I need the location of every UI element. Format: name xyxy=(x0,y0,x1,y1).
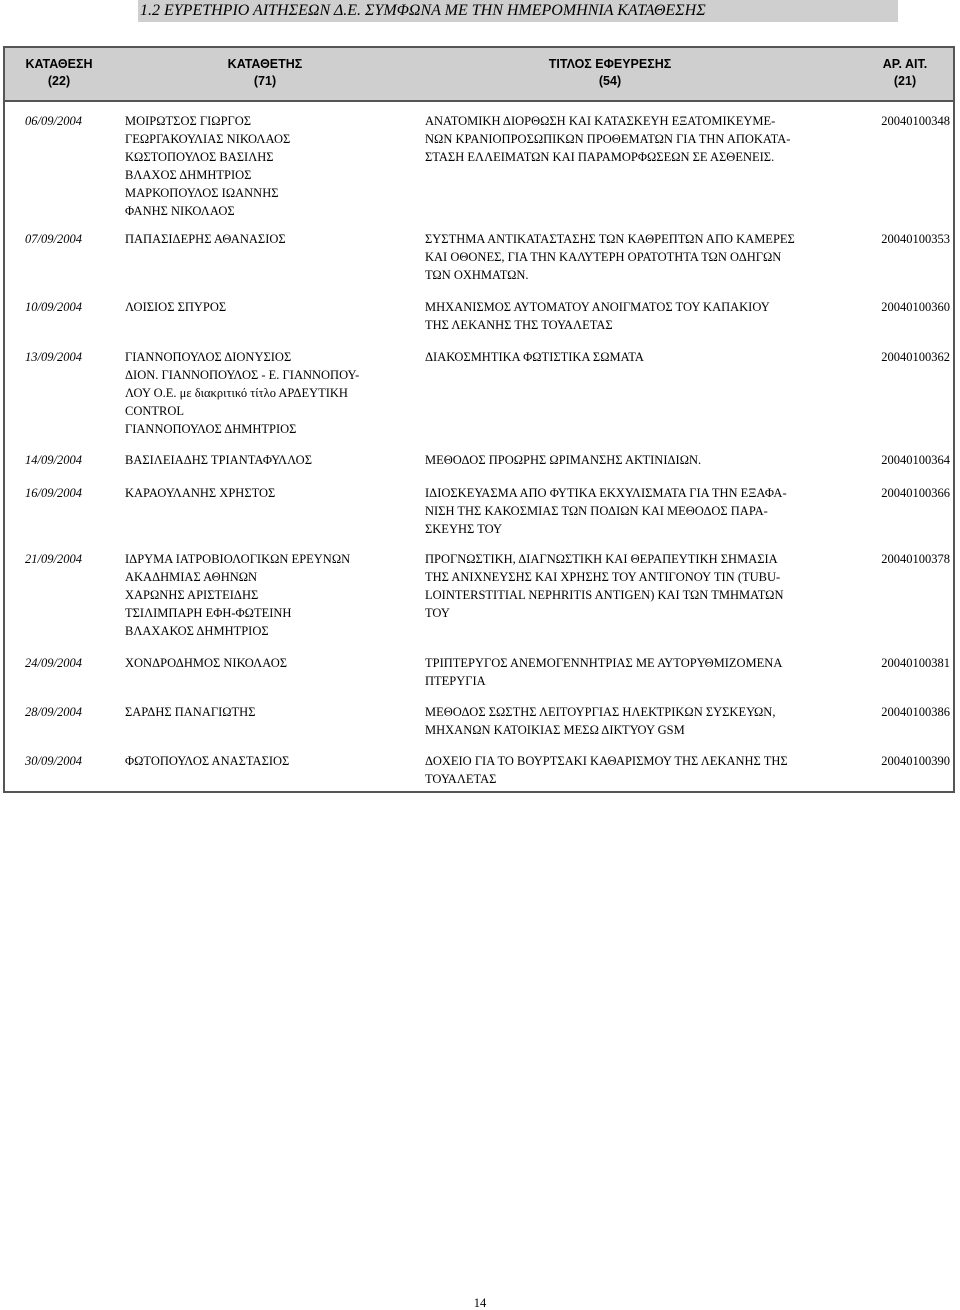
header-applicant: ΚΑΤΑΘΕΤΗΣ xyxy=(227,57,303,71)
application-number: 20040100353 xyxy=(881,232,950,246)
header-date-code: (22) xyxy=(47,74,71,88)
invention-title: ΤΡΙΠΤΕΡΥΓΟΣ ΑΝΕΜΟΓΕΝΝΗΤΡΙΑΣ ΜΕ ΑΥΤΟΡΥΘΜΙΖΟΜΕΝΑ ΠΤΕΡΥΓΙΑ xyxy=(425,656,783,688)
header-number-code: (21) xyxy=(893,74,917,88)
header-applicant-cell xyxy=(205,56,325,90)
header-date: ΚΑΤΑΘΕΣΗ xyxy=(25,57,93,71)
applicant: ΒΑΣΙΛΕΙΑΔΗΣ ΤΡΙΑΝΤΑΦΥΛΛΟΣ xyxy=(125,453,312,467)
application-number: 20040100348 xyxy=(881,114,950,128)
header-applicant-code: (71) xyxy=(253,74,277,88)
invention-title: ΠΡΟΓΝΩΣΤΙΚΗ, ΔΙΑΓΝΩΣΤΙΚΗ ΚΑΙ ΘΕΡΑΠΕΥΤΙΚΗ ΣΗΜΑΣΙΑ ΤΗΣ ΑΝΙΧΝΕΥΣΗΣ ΚΑΙ ΧΡΗΣΗΣ ΤΟΥ ΑΝΤΙΓΟΝΟΥ TIN (TUBU- LOINTERSTITIAL NEPHRITIS ANTIGEN) ΚΑΙ ΤΩΝ ΤΜΗΜΑΤΩΝ ΤΟΥ xyxy=(425,552,784,620)
invention-title: ΜΕΘΟΔΟΣ ΠΡΟΩΡΗΣ ΩΡΙΜΑΝΣΗΣ ΑΚΤΙΝΙΔΙΩΝ. xyxy=(425,453,702,467)
applicant: ΚΑΡΑΟΥΛΑΝΗΣ ΧΡΗΣΤΟΣ xyxy=(125,486,276,500)
application-number: 20040100362 xyxy=(881,350,950,364)
application-number: 20040100386 xyxy=(881,705,950,719)
filing-date: 07/09/2004 xyxy=(25,232,82,246)
application-number: 20040100366 xyxy=(881,486,950,500)
page-title: 1.2 ΕΥΡΕΤΗΡΙΟ ΑΙΤΗΣΕΩΝ Δ.Ε. ΣΥΜΦΩΝΑ ΜΕ ΤΗΝ ΗΜΕΡΟΜΗΝΙΑ ΚΑΤΑΘΕΣΗΣ xyxy=(138,0,898,22)
application-number: 20040100360 xyxy=(881,300,950,314)
invention-title: ΜΕΘΟΔΟΣ ΣΩΣΤΗΣ ΛΕΙΤΟΥΡΓΙΑΣ ΗΛΕΚΤΡΙΚΩΝ ΣΥΣΚΕΥΩΝ, ΜΗΧΑΝΩΝ ΚΑΤΟΙΚΙΑΣ ΜΕΣΩ ΔΙΚΤΥΟΥ GSM xyxy=(425,705,776,737)
filing-date: 10/09/2004 xyxy=(25,300,82,314)
application-number: 20040100381 xyxy=(881,656,950,670)
applicant: ΙΔΡΥΜΑ ΙΑΤΡΟΒΙΟΛΟΓΙΚΩΝ ΕΡΕΥΝΩΝ ΑΚΑΔΗΜΙΑΣ ΑΘΗΝΩΝ ΧΑΡΩΝΗΣ ΑΡΙΣΤΕΙΔΗΣ ΤΣΙΛΙΜΠΑΡΗ ΕΦΗ-ΦΩΤΕΙΝΗ ΒΛΑΧΑΚΟΣ ΔΗΜΗΤΡΙΟΣ xyxy=(125,552,351,638)
invention-title: ΔΙΑΚΟΣΜΗΤΙΚΑ ΦΩΤΙΣΤΙΚΑ ΣΩΜΑΤΑ xyxy=(425,350,644,364)
invention-title: ΣΥΣΤΗΜΑ ΑΝΤΙΚΑΤΑΣΤΑΣΗΣ ΤΩΝ ΚΑΘΡΕΠΤΩΝ ΑΠΟ ΚΑΜΕΡΕΣ ΚΑΙ ΟΘΟΝΕΣ, ΓΙΑ ΤΗΝ ΚΑΛΥΤΕΡΗ ΟΡΑΤΟΤΗΤΑ ΤΩΝ ΟΔΗΓΩΝ ΤΩΝ ΟΧΗΜΑΤΩΝ. xyxy=(425,232,795,282)
applicant: ΠΑΠΑΣΙΔΕΡΗΣ ΑΘΑΝΑΣΙΟΣ xyxy=(125,232,286,246)
applications-table xyxy=(3,46,955,793)
table-header xyxy=(5,48,953,102)
header-number: ΑΡ. ΑΙΤ. xyxy=(882,57,928,71)
invention-title: ΜΗΧΑΝΙΣΜΟΣ ΑΥΤΟΜΑΤΟΥ ΑΝΟΙΓΜΑΤΟΣ ΤΟΥ ΚΑΠΑΚΙΟΥ ΤΗΣ ΛΕΚΑΝΗΣ ΤΗΣ ΤΟΥΑΛΕΤΑΣ xyxy=(425,300,770,332)
filing-date: 14/09/2004 xyxy=(25,453,82,467)
filing-date: 13/09/2004 xyxy=(25,350,82,364)
filing-date: 06/09/2004 xyxy=(25,114,82,128)
applicant: ΣΑΡΔΗΣ ΠΑΝΑΓΙΩΤΗΣ xyxy=(125,705,256,719)
header-number-cell xyxy=(860,56,950,90)
header-title-code: (54) xyxy=(598,74,622,88)
filing-date: 30/09/2004 xyxy=(25,754,82,768)
header-title: ΤΙΤΛΟΣ ΕΦΕΥΡΕΣΗΣ xyxy=(548,57,672,71)
filing-date: 21/09/2004 xyxy=(25,552,82,566)
invention-title: ΑΝΑΤΟΜΙΚΗ ΔΙΟΡΘΩΣΗ ΚΑΙ ΚΑΤΑΣΚΕΥΗ ΕΞΑΤΟΜΙΚΕΥΜΕ- ΝΩΝ ΚΡΑΝΙΟΠΡΟΣΩΠΙΚΩΝ ΠΡΟΘΕΜΑΤΩΝ ΓΙΑ ΤΗΝ ΑΠΟΚΑΤΑ- ΣΤΑΣΗ ΕΛΛΕΙΜΑΤΩΝ ΚΑΙ ΠΑΡΑΜΟΡΦΩΣΕΩΝ ΣΕ ΑΣΘΕΝΕΙΣ. xyxy=(425,114,791,164)
application-number: 20040100378 xyxy=(881,552,950,566)
filing-date: 24/09/2004 xyxy=(25,656,82,670)
filing-date: 16/09/2004 xyxy=(25,486,82,500)
page-number: 14 xyxy=(473,1296,487,1310)
applicant: ΦΩΤΟΠΟΥΛΟΣ ΑΝΑΣΤΑΣΙΟΣ xyxy=(125,754,290,768)
application-number: 20040100364 xyxy=(881,453,950,467)
applicant: ΧΟΝΔΡΟΔΗΜΟΣ ΝΙΚΟΛΑΟΣ xyxy=(125,656,288,670)
filing-date: 28/09/2004 xyxy=(25,705,82,719)
applicant: ΛΟΙΣΙΟΣ ΣΠΥΡΟΣ xyxy=(125,300,227,314)
applicant: ΜΟΙΡΩΤΣΟΣ ΓΙΩΡΓΟΣ ΓΕΩΡΓΑΚΟΥΛΙΑΣ ΝΙΚΟΛΑΟΣ ΚΩΣΤΟΠΟΥΛΟΣ ΒΑΣΙΛΗΣ ΒΛΑΧΟΣ ΔΗΜΗΤΡΙΟΣ ΜΑΡΚΟΠΟΥΛΟΣ ΙΩΑΝΝΗΣ ΦΑΝΗΣ ΝΙΚΟΛΑΟΣ xyxy=(125,114,291,218)
invention-title: ΔΟΧΕΙΟ ΓΙΑ ΤΟ ΒΟΥΡΤΣΑΚΙ ΚΑΘΑΡΙΣΜΟΥ ΤΗΣ ΛΕΚΑΝΗΣ ΤΗΣ ΤΟΥΑΛΕΤΑΣ xyxy=(425,754,788,786)
header-title-cell xyxy=(525,56,695,90)
application-number: 20040100390 xyxy=(881,754,950,768)
invention-title: ΙΔΙΟΣΚΕΥΑΣΜΑ ΑΠΟ ΦΥΤΙΚΑ ΕΚΧΥΛΙΣΜΑΤΑ ΓΙΑ ΤΗΝ ΕΞΑΦΑ- ΝΙΣΗ ΤΗΣ ΚΑΚΟΣΜΙΑΣ ΤΩΝ ΠΟΔΙΩΝ ΚΑΙ ΜΕΘΟΔΟΣ ΠΑΡΑ- ΣΚΕΥΗΣ ΤΟΥ xyxy=(425,486,787,536)
applicant: ΓΙΑΝΝΟΠΟΥΛΟΣ ΔΙΟΝΥΣΙΟΣ ΔΙΟΝ. ΓΙΑΝΝΟΠΟΥΛΟΣ - Ε. ΓΙΑΝΝΟΠΟΥ- ΛΟΥ Ο.Ε. με διακριτικό τίτλο ΑΡΔΕΥΤΙΚΗ CONTROL ΓΙΑΝΝΟΠΟΥΛΟΣ ΔΗΜΗΤΡΙΟΣ xyxy=(125,350,360,436)
header-date-cell xyxy=(15,56,103,90)
